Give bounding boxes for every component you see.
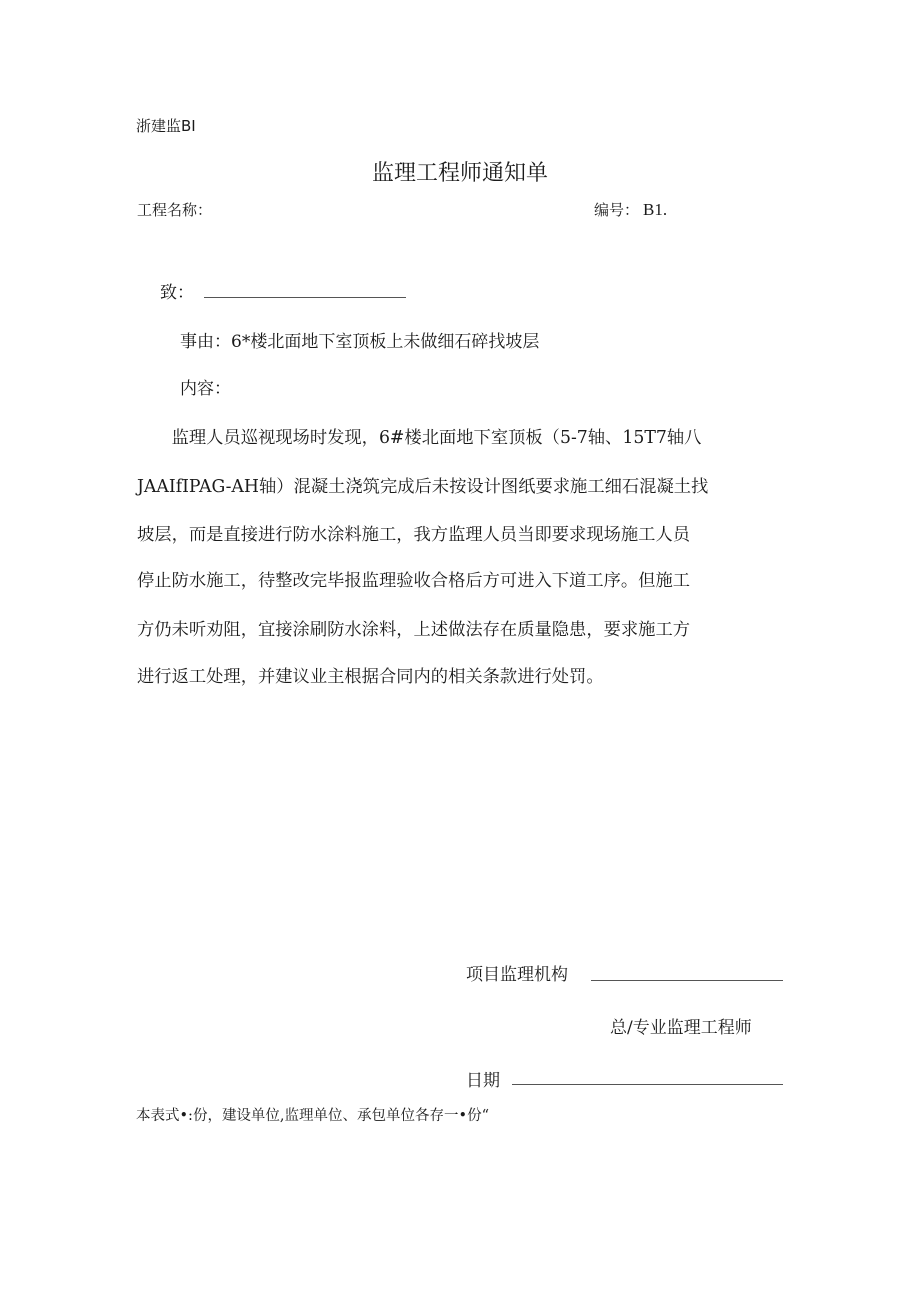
supervision-org-label: 项目监理机构 xyxy=(466,965,568,985)
project-name-label: 工程名称： xyxy=(137,201,213,219)
serial-value: B1. xyxy=(643,200,668,219)
engineer-label: 总/专业监理工程师 xyxy=(610,1018,752,1038)
form-code: 浙建监BI xyxy=(136,117,196,135)
content-line: 进行返工处理，并建议业主根据合同内的相关条款进行处罚。 xyxy=(137,667,604,687)
content-line: JAAIfIPAG-AH轴）混凝土浇筑完成后未按设计图纸要求施工细石混凝土找 xyxy=(137,477,709,497)
serial-number xyxy=(594,199,667,220)
content-line: 方仍未听劝阻，宜接涂刷防水涂料，上述做法存在质量隐患，要求施工方 xyxy=(137,620,691,640)
reason-text: 事由：6*楼北面地下室顶板上未做细石碎找坡层 xyxy=(180,332,540,352)
content-line: 停止防水施工，待整改完毕报监理验收合格后方可进入下道工序。但施工 xyxy=(137,571,691,591)
content-line: 监理人员巡视现场时发现，6#楼北面地下室顶板（5-7轴、15T7轴八 xyxy=(137,428,702,448)
page-title: 监理工程师通知单 xyxy=(371,161,548,186)
date-label: 日期 xyxy=(466,1071,500,1091)
recipient-label: 致： xyxy=(160,283,194,303)
serial-label: 编号： xyxy=(594,201,640,219)
supervision-org-blank-line xyxy=(591,980,783,981)
content-line: 坡层，而是直接进行防水涂料施工，我方监理人员当即要求现场施工人员 xyxy=(137,525,691,545)
recipient-blank-line xyxy=(204,297,406,298)
date-blank-line xyxy=(512,1084,783,1085)
footnote: 本表式•:份，建设单位,监理单位、承包单位各存一•份“ xyxy=(136,1108,490,1124)
content-label: 内容： xyxy=(180,379,231,399)
